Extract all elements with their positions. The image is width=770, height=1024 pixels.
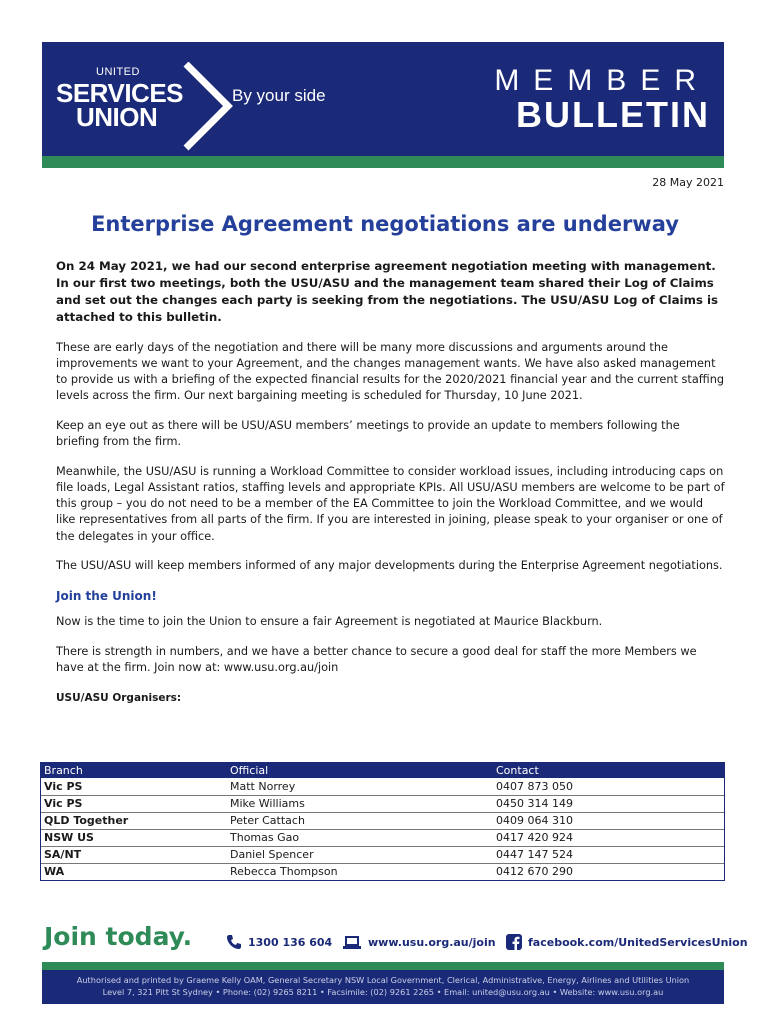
body-paragraph: These are early days of the negotiation and there will be many more discussions and arguments around the improvements we want to your Agreement, and the changes management wants. We have also asked management to provide us with a briefing of the expected financial results for the 2020/2021 financial year and the current staffing levels across the firm. Our next bargaining meeting is scheduled for Thursday, 10 June 2021.: [56, 340, 725, 403]
branch-cell: QLD Together: [40, 812, 226, 829]
phone-icon: [226, 934, 242, 950]
logo-union-text: UNION: [76, 102, 158, 132]
join-paragraph: There is strength in numbers, and we have a better chance to secure a good deal for staff the more Members we have at the firm. Join now at: www.usu.org.au/join: [56, 644, 697, 675]
logo-united-text: UNITED: [96, 66, 140, 78]
website-link[interactable]: www.usu.org.au/join: [368, 935, 496, 949]
official-cell: Mike Williams: [226, 795, 492, 812]
official-cell: Matt Norrey: [226, 778, 492, 795]
laptop-icon: [342, 934, 362, 950]
contact-cell: 0450 314 149: [492, 795, 725, 812]
banner-green-stripe: [42, 156, 724, 168]
body-paragraph: Keep an eye out as there will be USU/ASU members’ meetings to provide an update to members following the briefing from the firm.: [56, 418, 680, 449]
table-row: [40, 795, 725, 812]
branch-cell: NSW US: [40, 829, 226, 846]
chevron-logo-icon: [156, 62, 246, 152]
organisers-table: [40, 762, 725, 881]
phone-contact[interactable]: [226, 934, 332, 950]
table-row: [40, 863, 725, 880]
footer-text: [42, 974, 724, 998]
facebook-link[interactable]: facebook.com/UnitedServicesUnion: [528, 935, 748, 949]
column-header-contact: Contact: [492, 762, 725, 778]
bulletin-body: [56, 258, 726, 716]
branch-cell: SA/NT: [40, 846, 226, 863]
organisers-heading: USU/ASU Organisers:: [56, 691, 182, 704]
footer-authorisation: Authorised and printed by Graeme Kelly OAM, General Secretary NSW Local Government, Clerical, Administrative, Energy, Airlines and Utilities Union: [76, 975, 690, 985]
table-row: [40, 812, 725, 829]
facebook-icon: [506, 934, 522, 950]
tagline: By your side: [232, 86, 326, 105]
page-title: Enterprise Agreement negotiations are underway: [91, 212, 679, 236]
usu-logo: [56, 62, 256, 152]
member-heading: MEMBER: [494, 64, 710, 97]
website-contact[interactable]: [342, 934, 496, 950]
phone-number: 1300 136 604: [248, 935, 333, 949]
table-header-row: [40, 762, 725, 778]
footer-address: Level 7, 321 Pitt St Sydney • Phone: (02) 9265 8211 • Facsimile: (02) 9261 2265 • Email: united@usu.org.au • Website: www.usu.org.au: [102, 987, 664, 997]
contact-cell: 0412 670 290: [492, 863, 725, 880]
branch-cell: Vic PS: [40, 795, 226, 812]
footer-bar: [42, 962, 724, 1004]
logo-services-text: SERVICES: [56, 78, 184, 108]
footer-green-stripe: [42, 962, 724, 970]
official-cell: Daniel Spencer: [226, 846, 492, 863]
table-row: [40, 846, 725, 863]
contact-cell: 0409 064 310: [492, 812, 725, 829]
body-paragraph: Meanwhile, the USU/ASU is running a Workload Committee to consider workload issues, including introducing caps on file loads, Legal Assistant ratios, staffing levels and appropriate KPIs. All USU/ASU members are welcome to be part of this group – you do not need to be a member of the EA Committee to join the Workload Committee, and we would like representatives from all parts of the firm. If you are interested in joining, please speak to your organiser or one of the delegates in your office.: [56, 464, 725, 543]
join-paragraph: Now is the time to join the Union to ensure a fair Agreement is negotiated at Maurice Blackburn.: [56, 615, 603, 629]
table-row: [40, 778, 725, 795]
official-cell: Peter Cattach: [226, 812, 492, 829]
branch-cell: WA: [40, 863, 226, 880]
body-paragraph: The USU/ASU will keep members informed of any major developments during the Enterprise Agreement negotiations.: [56, 559, 723, 573]
join-heading: Join the Union!: [56, 588, 157, 603]
contact-cell: 0407 873 050: [492, 778, 725, 795]
column-header-official: Official: [226, 762, 492, 778]
lead-paragraph: On 24 May 2021, we had our second enterprise agreement negotiation meeting with management. In our first two meetings, both the USU/ASU and the management team shared their Log of Claims and set out the changes each party is seeking from the negotiations. The USU/ASU Log of Claims is attached to this bulletin.: [56, 259, 719, 324]
column-header-branch: Branch: [40, 762, 226, 778]
table-row: [40, 829, 725, 846]
contact-cell: 0447 147 524: [492, 846, 725, 863]
branch-cell: Vic PS: [40, 778, 226, 795]
official-cell: Rebecca Thompson: [226, 863, 492, 880]
bulletin-heading: BULLETIN: [516, 94, 710, 135]
official-cell: Thomas Gao: [226, 829, 492, 846]
join-today-slogan: Join today.: [44, 922, 193, 951]
contact-cell: 0417 420 924: [492, 829, 725, 846]
header-banner: [42, 42, 724, 168]
facebook-contact[interactable]: [506, 934, 748, 950]
bulletin-date: 28 May 2021: [652, 176, 724, 189]
